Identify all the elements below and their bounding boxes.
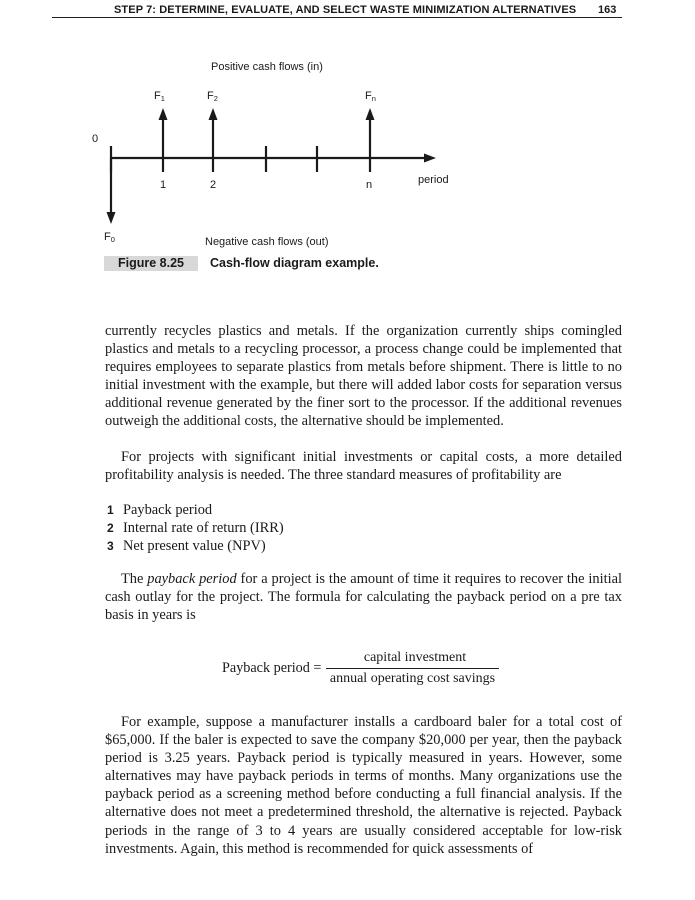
axis-label-period: period [418, 174, 449, 186]
period-label-1: 1 [160, 179, 167, 191]
flow-label-f2: F2 [207, 90, 218, 103]
f2-arrowhead [209, 108, 218, 120]
paragraph-recycling-example: currently recycles plastics and metals. If the organization currently ships comingled plastics and metals to a recycling processor, a process change could be implemented that requires employees to separate plastics from metals before shipment. There is little to no initial investment with the example, but there will added labor costs for separation versus additional revenue generated by the finer sort to the processor. If the additional revenues outweigh the additional costs, the alternative should be implemented. [105, 323, 622, 430]
formula-denominator: annual operating cost savings [329, 671, 496, 686]
flow-label-fn: Fn [365, 90, 376, 103]
page-number: 163 [598, 4, 617, 16]
list-item: 2 Internal rate of return (IRR) [107, 520, 284, 537]
origin-label: 0 [92, 133, 99, 145]
negative-flows-label: Negative cash flows (out) [205, 236, 329, 248]
running-header-title: STEP 7: DETERMINE, EVALUATE, AND SELECT WASTE MINIMIZATION ALTERNATIVES [114, 4, 577, 16]
flow-label-f0: F0 [104, 231, 115, 244]
paragraph-baler-example: For example, suppose a manufacturer installs a cardboard baler for a total cost of $65,000. If the baler is expected to save the company $20,000 per year, then the payback period is 3.25 years. Payback period is typically measured in years. However, some alternatives may have payback periods in terms of months. Many organizations use the payback period as a screening method before conducting a full financial analysis. If the alternative does not meet a predetermined threshold, the alternative is rejected. Payback periods in the range of 3 to 4 years are usually considered acceptable for low-risk investments. Again, this method is recommended for quick assessments of [105, 714, 622, 857]
positive-flows-label: Positive cash flows (in) [211, 61, 323, 73]
cash-flow-diagram [0, 0, 695, 300]
term-payback-period: payback period [147, 571, 237, 587]
paragraph-payback-definition: The payback period for a project is the amount of time it requires to recover the initial cash outlay for the project. The formula for calculating the payback period on a pre tax basis in years is [105, 571, 622, 624]
figure-caption: Cash-flow diagram example. [210, 256, 379, 270]
formula-numerator: capital investment [363, 650, 467, 665]
f0-arrowhead [107, 212, 116, 224]
time-axis-arrowhead [424, 154, 436, 163]
paragraph-profitability-intro: For projects with significant initial investments or capital costs, a more detailed profitability analysis is needed. The three standard measures of profitability are [105, 449, 622, 484]
list-item: 1 Payback period [107, 502, 213, 518]
fraction-bar [326, 668, 499, 669]
f1-arrowhead [159, 108, 168, 120]
profitability-measures-list [107, 501, 284, 555]
list-item: 3 Net present value (NPV) [107, 538, 266, 555]
period-label-n: n [366, 179, 373, 191]
fn-arrowhead [366, 108, 375, 120]
period-label-2: 2 [210, 179, 217, 191]
flow-label-f1: F1 [154, 90, 165, 103]
figure-number: Figure 8.25 [104, 256, 198, 271]
formula-label: Payback period = [222, 660, 322, 676]
